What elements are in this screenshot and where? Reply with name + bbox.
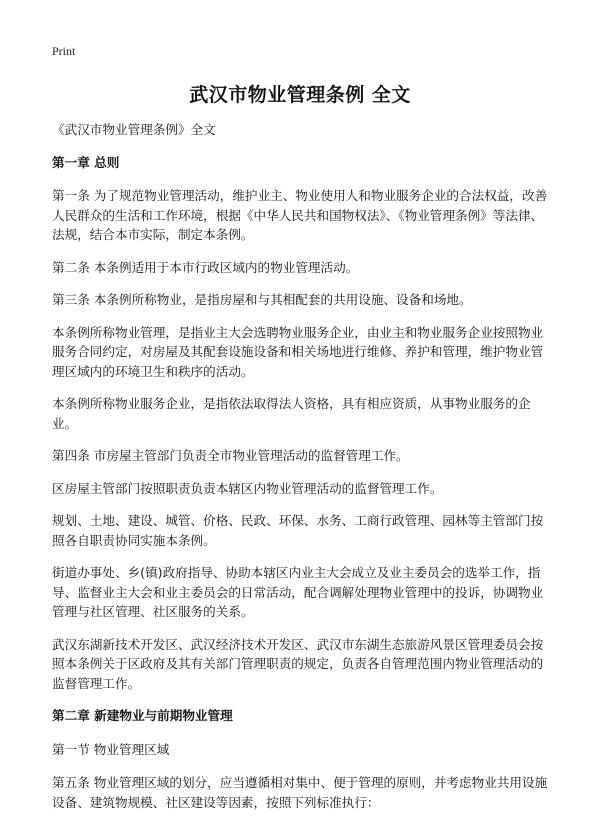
article-4: 第四条 市房屋主管部门负责全市物业管理活动的监督管理工作。 (52, 448, 409, 463)
article-4-paragraph-4: 街道办事处、乡(镇)政府指导、协助本辖区内业主大会成立及业主委员会的选举工作，指导、监督业主大会和业主委员会的日常活动，配合调解处理物业管理中的投诉，协调物业管理与社区管理、社区服务的关系。 (52, 565, 544, 619)
section-1-heading: 第一节 物业管理区域 (52, 741, 170, 757)
document-body (52, 120, 554, 825)
article-3: 第三条 本条例所称物业，是指房屋和与其相配套的共用设施、设备和场地。 (52, 292, 472, 307)
article-3-paragraph-2: 本条例所称物业管理，是指业主大会选聘物业服务企业，由业主和物业服务企业按照物业服务合同约定，对房屋及其配套设施设备和相关场地进行维修、养护和管理，维护物业管理区域内的环境卫生和秩序的活动。 (52, 324, 544, 379)
article-3-paragraph-3: 本条例所称物业服务企业，是指依法取得法人资格，具有相应资质，从事物业服务的企业。 (52, 396, 531, 431)
article-1: 第一条 为了规范物业管理活动，维护业主、物业使用人和物业服务企业的合法权益，改善人民群众的生活和工作环境，根据《中华人民共和国物权法》、《物业管理条例》等法律、法规，结合本市实际，制定本条例。 (52, 188, 548, 242)
document-title: 武汉市物业管理条例 全文 (189, 84, 411, 106)
chapter-1-heading: 第一章 总则 (52, 154, 120, 170)
article-4-paragraph-5: 武汉东湖新技术开发区、武汉经济技术开发区、武汉市东湖生态旅游风景区管理委员会按照本条例关于区政府及其有关部门管理职责的规定，负责各自管理范围内物业管理活动的监督管理工作。 (52, 636, 544, 691)
chapter-2-heading: 第二章 新建物业与前期物业管理 (52, 708, 233, 723)
article-2: 第二条 本条例适用于本市行政区域内的物业管理活动。 (52, 259, 359, 275)
article-4-paragraph-3: 规划、土地、建设、城管、价格、民政、环保、水务、工商行政管理、园林等主管部门按照各自职责协同实施本条例。 (52, 513, 544, 548)
article-5: 第五条 物业管理区域的划分，应当遵循相对集中、便于管理的原则，并考虑物业共用设施设备、建筑物规模、社区建设等因素，按照下列标准执行： (52, 775, 548, 810)
article-4-paragraph-2: 区房屋主管部门按照职责负责本辖区内物业管理活动的监督管理工作。 (52, 480, 443, 496)
intro-line: 《武汉市物业管理条例》全文 (52, 122, 216, 137)
print-link[interactable]: Print (52, 44, 76, 58)
